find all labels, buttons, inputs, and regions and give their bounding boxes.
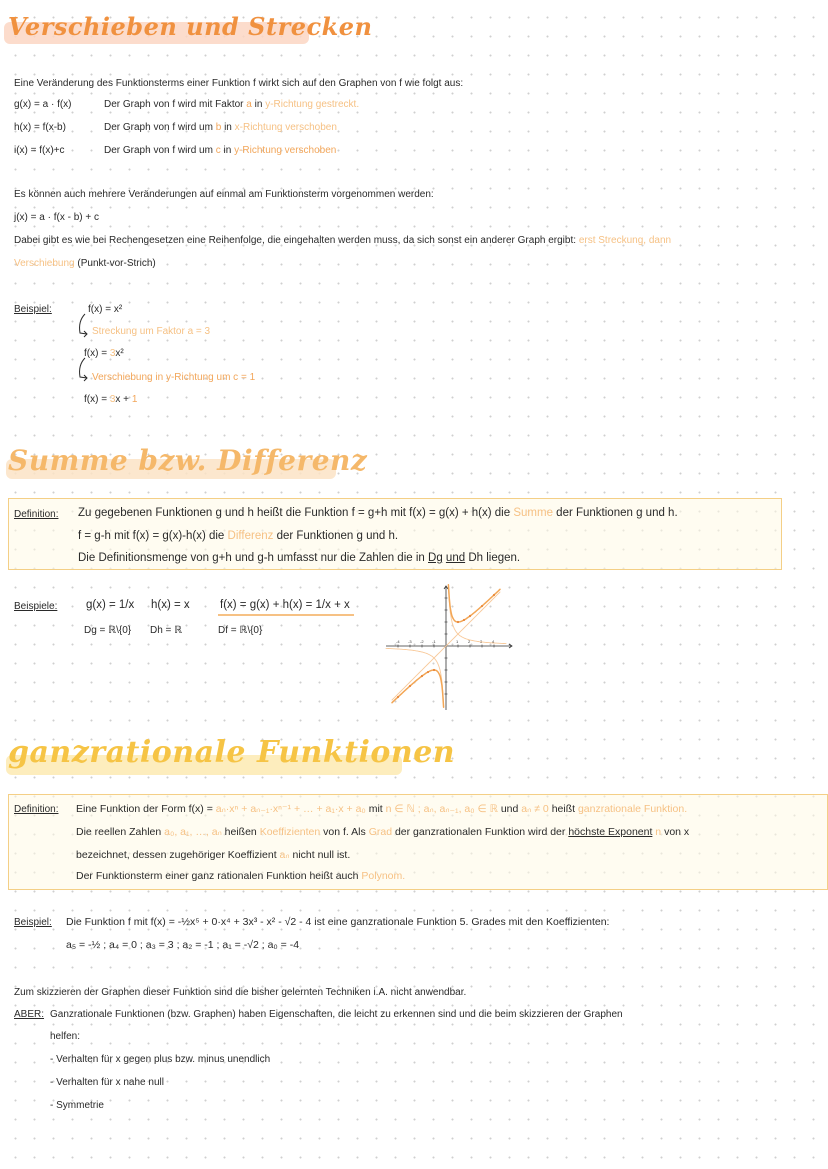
order-text: Dabei gibt es wie bei Rechengesetzen eine Reihenfolge, die eingehalten werden muss, da sich sonst ein anderer Graph ergibt: erst Streckung, dann [14, 235, 672, 246]
bullet-1: - Verhalten für x gegen plus bzw. minus unendlich [50, 1054, 271, 1065]
ex-dh: Dh = ℝ [150, 625, 183, 636]
f-point [481, 605, 483, 607]
f-point [433, 669, 435, 671]
ex-df: Df = ℝ\{0} [218, 625, 263, 636]
arrow-icon [76, 313, 90, 339]
x-tick-label: -3 [408, 639, 412, 644]
section3-title: ganzrationale Funktionen [8, 735, 456, 770]
aber-label: ABER: [14, 1009, 45, 1020]
x-tick-label: 2 [468, 639, 471, 644]
x-tick-label: 1 [456, 639, 459, 644]
example-f2: f(x) = 3x² [84, 348, 124, 359]
ex-f: f(x) = g(x) + h(x) = 1/x + x [220, 599, 350, 611]
bullet-3: - Symmetrie [50, 1100, 104, 1111]
def2-line2: f = g-h mit f(x) = g(x)-h(x) die Differenz der Funktionen g und h. [78, 530, 399, 542]
f-point [463, 619, 465, 621]
def-label-3: Definition: [14, 804, 59, 815]
rule-formula-1: g(x) = a · f(x) [14, 99, 72, 110]
example-f1: f(x) = x² [88, 304, 123, 315]
def3-line4: Der Funktionsterm einer ganz rationalen Funktion heißt auch Polynom. [76, 870, 406, 882]
arrow-icon [76, 357, 90, 383]
sketch-text: Zum skizzieren der Graphen dieser Funktion sind die bisher gelernten Techniken i.A. nicht anwendbar. [14, 987, 467, 998]
example3-line1: Die Funktion f mit f(x) = -½x⁵ + 0·x⁴ + 3x³ - x² - √2 - 4 ist eine ganzrationale Funktion 5. Grades mit den Koeffizienten: [66, 916, 610, 928]
x-tick-label: -2 [420, 639, 424, 644]
ex-dg: Dg = ℝ\{0} [84, 625, 132, 636]
ex-h: h(x) = x [151, 599, 190, 611]
rule-desc-2: Der Graph von f wird um b in x-Richtung verschoben [104, 122, 337, 133]
f-point [469, 615, 471, 617]
section1-title: Verschieben und Strecken [8, 12, 373, 41]
multiple-changes-text: Es können auch mehrere Veränderungen auf einmal am Funktionsterm vorgenommen werden: [14, 189, 434, 200]
rule-desc-3: Der Graph von f wird um c in y-Richtung verschoben [104, 145, 337, 156]
x-tick-label: 4 [492, 639, 495, 644]
x-tick-label: 3 [480, 639, 483, 644]
example-f3: f(x) = 3x + 1 [84, 394, 138, 405]
bullet-2: - Verhalten für x nahe null [50, 1077, 164, 1088]
f-point [409, 685, 411, 687]
f-point [421, 675, 423, 677]
x-tick-label: -1 [432, 639, 436, 644]
def3-line2: Die reellen Zahlen a₀, a₁, …, aₙ heißen Koeffizienten von f. Als Grad der ganzrationalen Funktion wird der höchste Exponent n von x [76, 826, 690, 838]
f-point [457, 621, 459, 623]
example-step2: Verschiebung in y-Richtung um c = 1 [92, 372, 256, 383]
section2-title: Summe bzw. Differenz [8, 444, 368, 477]
example-label-1: Beispiel: [14, 304, 52, 315]
series-f-right [448, 585, 500, 622]
f-point [493, 594, 495, 596]
series-f-left [392, 670, 444, 707]
def3-line3: bezeichnet, dessen zugehöriger Koeffizient aₙ nicht null ist. [76, 849, 351, 861]
order-text-cont: Verschiebung (Punkt-vor-Strich) [14, 258, 156, 269]
examples-label-2: Beispiele: [14, 601, 58, 612]
def2-line1: Zu gegebenen Funktionen g und h heißt die Funktion f = g+h mit f(x) = g(x) + h(x) die Summe der Funktionen g und h. [78, 507, 678, 519]
sum-graph [384, 584, 516, 712]
ex-f-underline [218, 614, 354, 616]
ex-g: g(x) = 1/x [86, 599, 135, 611]
example-step1: Streckung um Faktor a = 3 [92, 326, 211, 337]
example-label-3: Beispiel: [14, 917, 52, 928]
aber-text: Ganzrationale Funktionen (bzw. Graphen) haben Eigenschaften, die leicht zu erkennen sind und die beim skizzieren der Graphen [50, 1009, 623, 1020]
def3-line1: Eine Funktion der Form f(x) = aₙ·xⁿ + aₙ₋₁·xⁿ⁻¹ + … + a₁·x + a₀ mit n ∈ ℕ ; aₙ, aₙ₋₁, a₀ ∈ ℝ und aₙ ≠ 0 heißt ganzrationale Funktion. [76, 803, 688, 815]
rule-desc-1: Der Graph von f wird mit Faktor a in y-Richtung gestreckt. [104, 99, 360, 110]
section1-intro: Eine Veränderung des Funktionsterms einer Funktion f wirkt sich auf den Graphen von f wie folgt aus: [14, 78, 464, 89]
f-point [397, 696, 399, 698]
combined-formula: j(x) = a · f(x - b) + c [14, 212, 100, 223]
def2-line3: Die Definitionsmenge von g+h und g-h umfasst nur die Zahlen die in Dg und Dh liegen. [78, 552, 521, 564]
x-tick-label: -4 [396, 639, 400, 644]
example3-coefficients: a₅ = -½ ; a₄ = 0 ; a₃ = 3 ; a₂ = -1 ; a₁ = -√2 ; a₀ = -4 [66, 939, 300, 951]
f-point [427, 671, 429, 673]
aber-text-cont: helfen: [50, 1031, 81, 1042]
rule-formula-2: h(x) = f(x-b) [14, 122, 66, 133]
rule-formula-3: i(x) = f(x)+c [14, 145, 65, 156]
def-label-2: Definition: [14, 509, 59, 520]
